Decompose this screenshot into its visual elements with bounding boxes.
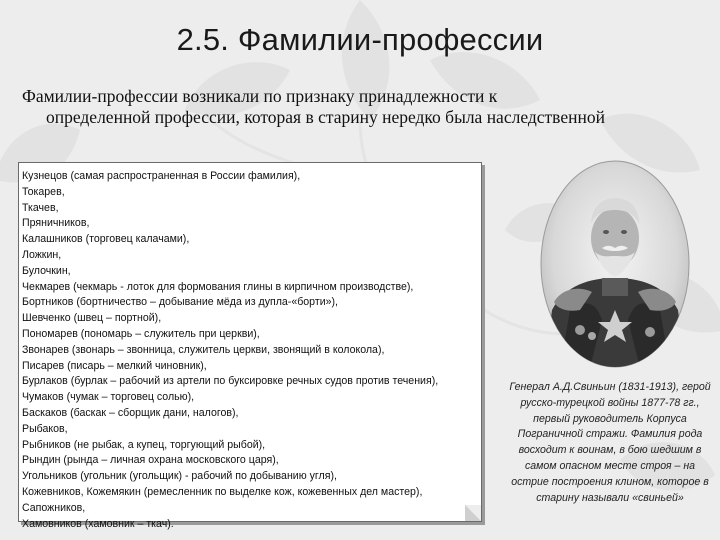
- list-item: Шевченко (швец – портной),: [22, 312, 162, 325]
- list-item: Угольников (угольник (угольщик) - рабочий по добыванию угля),: [22, 470, 337, 483]
- list-item: Рыбников (не рыбак, а купец, торгующий рыбой),: [22, 438, 266, 451]
- list-item: Токарев,: [22, 185, 65, 198]
- intro-first-line: Фамилии-профессии возникали по признаку принадлежности к: [22, 86, 498, 106]
- list-item: Бортников (бортничество – добывание мёда из дупла-«борти»),: [22, 296, 338, 309]
- intro-paragraph: [22, 86, 622, 128]
- list-item: Сапожников,: [22, 501, 86, 514]
- portrait-caption: Генерал А.Д.Свиньин (1831-1913), герой русско-турецкой войны 1877-78 гг., первый руководитель Корпуса Пограничной стражи. Фамилия рода восходит к воинам, в бою шедшим в самом опасном месте строя – на острие построения клином, которое в старину называли «свиньей»: [509, 381, 711, 504]
- list-item: Звонарев (звонарь – звонница, служитель церкви, звонящий в колокола),: [22, 343, 385, 356]
- surnames-list: [19, 163, 481, 532]
- list-item: Чумаков (чумак – торговец солью),: [22, 391, 195, 404]
- list-item: Писарев (писарь – мелкий чиновник),: [22, 359, 207, 372]
- intro-continuation: определенной профессии, которая в старину нередко была наследственной: [46, 107, 605, 127]
- general-portrait-photo: [540, 160, 690, 368]
- list-item: Рындин (рында – личная охрана московского царя),: [22, 454, 279, 467]
- list-item: Пономарев (пономарь – служитель при церкви),: [22, 327, 260, 340]
- list-item: Кузнецов (самая распространенная в России фамилия),: [22, 170, 301, 182]
- surnames-list-box: [18, 162, 482, 530]
- list-item: Пряничников,: [22, 217, 90, 230]
- list-item: Чекмарев (чекмарь - лоток для формования глины в кирпичном производстве),: [22, 280, 414, 293]
- list-item: Баскаков (баскак – сборщик дани, налогов),: [22, 406, 239, 419]
- list-item: Рыбаков,: [22, 422, 68, 435]
- list-item: Бурлаков (бурлак – рабочий из артели по буксировке речных судов против течения),: [22, 375, 439, 388]
- list-item: Калашников (торговец калачами),: [22, 233, 190, 246]
- list-item: Кожевников, Кожемякин (ремесленник по выделке кож, кожевенных дел мастер),: [22, 485, 423, 498]
- list-item: Ткачев,: [22, 201, 59, 214]
- slide-title: 2.5. Фамилии-профессии: [176, 22, 544, 57]
- list-item: Ложкин,: [22, 248, 62, 261]
- list-item: Хамовников (хамовник – ткач).: [22, 517, 174, 530]
- page-curl-corner: [465, 505, 481, 521]
- list-item: Булочкин,: [22, 264, 71, 277]
